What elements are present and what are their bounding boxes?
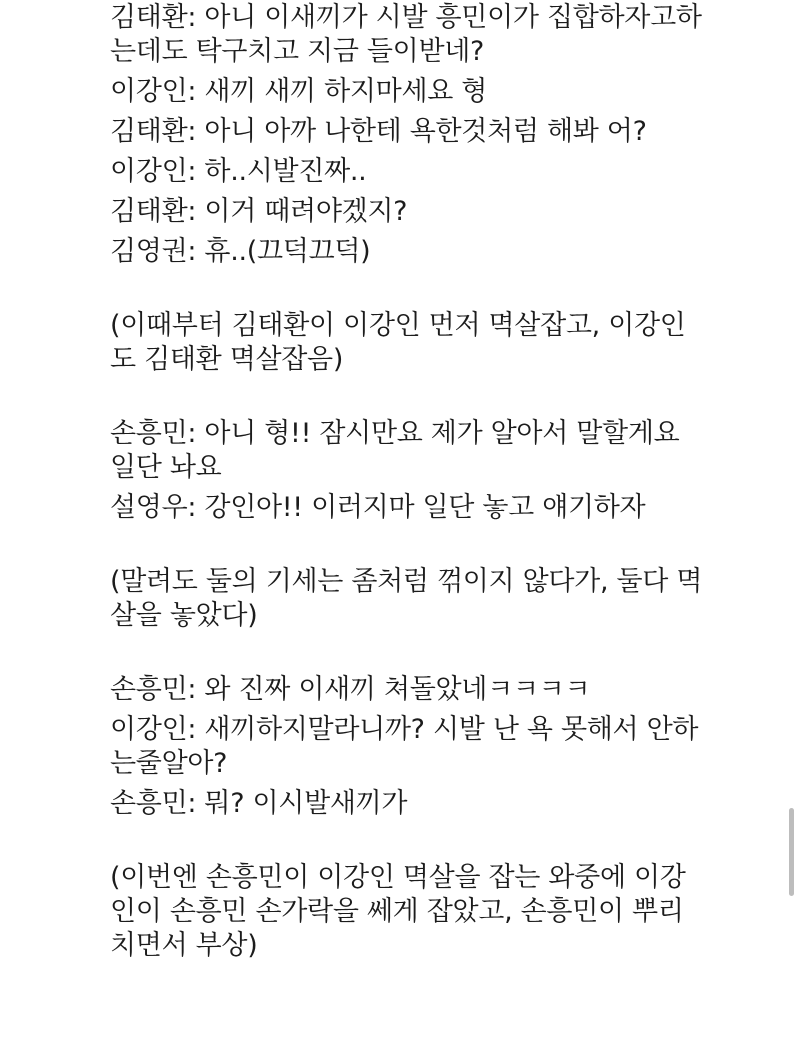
narration-line: (이때부터 김태환이 이강인 먼저 멱살잡고, 이강인 — [110, 310, 686, 341]
scrollbar-thumb[interactable] — [789, 808, 794, 896]
document-body — [110, 0, 710, 963]
text-line: 손흥민: 와 진짜 이새끼 쳐돌았네ㅋㅋㅋㅋ — [110, 674, 591, 705]
narration-line: 인이 손흥민 손가락을 쎄게 잡았고, 손흥민이 뿌리 — [110, 896, 684, 927]
text-line: 설영우: 강인아!! 이러지마 일단 놓고 얘기하자 — [110, 492, 646, 523]
text-line: 손흥민: 뭐? 이시발새끼가 — [110, 788, 408, 819]
text-line: 는데도 탁구치고 지금 들이받네? — [110, 36, 485, 67]
text-line: 김태환: 아니 이새끼가 시발 흥민이가 집합하자고하 — [110, 2, 702, 33]
text-line: 이강인: 하..시발진짜.. — [110, 156, 367, 187]
narration-line: 살을 놓았다) — [110, 600, 258, 631]
text-line: 손흥민: 아니 형!! 잠시만요 제가 알아서 말할게요 — [110, 418, 680, 449]
text-line: 김태환: 아니 아까 나한테 욕한것처럼 해봐 어? — [110, 116, 647, 147]
text-line: 는줄알아? — [110, 748, 228, 779]
narration-line: 도 김태환 멱살잡음) — [110, 344, 344, 375]
narration-line: 치면서 부상) — [110, 930, 258, 961]
text-line: 일단 놔요 — [110, 452, 222, 483]
narration-line: (말려도 둘의 기세는 좀처럼 꺾이지 않다가, 둘다 멱 — [110, 566, 703, 597]
text-line: 김영권: 휴..(끄덕끄덕) — [110, 236, 371, 267]
text-line: 이강인: 새끼 새끼 하지마세요 형 — [110, 76, 488, 107]
narration-line: (이번엔 손흥민이 이강인 멱살을 잡는 와중에 이강 — [110, 862, 686, 893]
text-line: 이강인: 새끼하지말라니까? 시발 난 욕 못해서 안하 — [110, 714, 699, 745]
text-line: 김태환: 이거 때려야겠지? — [110, 196, 408, 227]
